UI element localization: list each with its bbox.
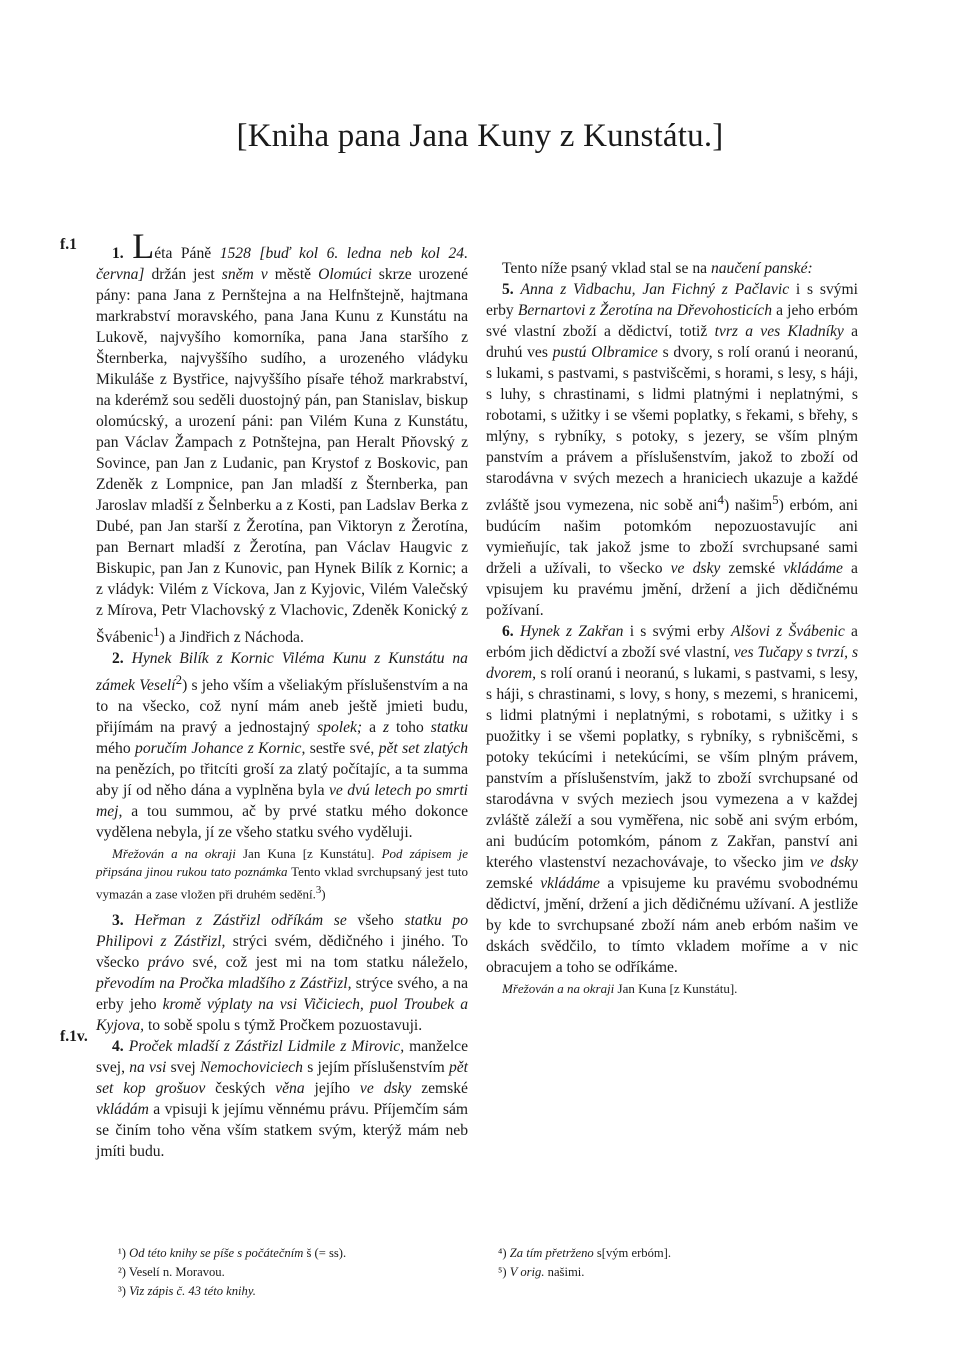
- entry-emph: Olomúci: [318, 266, 372, 283]
- entry-emph: pět set kop grošuov: [96, 1058, 468, 1097]
- entry-emph: statku: [430, 719, 468, 737]
- footnote-2: [118, 1263, 458, 1282]
- entry-emph: spolek;: [317, 719, 363, 737]
- footnote-mark: ²): [118, 1265, 126, 1279]
- entry-6: [486, 621, 858, 978]
- entry-emph: ve dvú letech po smrti mej,: [96, 782, 468, 821]
- entry-4: [96, 1036, 468, 1162]
- entry-emph: sněm v: [221, 266, 268, 283]
- entry-emph: na vsi: [129, 1058, 167, 1076]
- note-emph: Mřežován a na okraji: [112, 846, 236, 862]
- entry-text: mého: [96, 740, 136, 758]
- entry-text: a jeho erbóm své vlastní zboží a dědictví, totiž: [486, 302, 858, 340]
- entry-3: [96, 910, 468, 1036]
- entry-2-note: [96, 845, 468, 903]
- entry-text: i s svými erby: [486, 281, 858, 319]
- page-title: [Kniha pana Jana Kuny z Kunstátu.]: [236, 118, 724, 154]
- note-text: Jan Kuna [z Kunstátu].: [614, 981, 738, 997]
- entry-text: sestře své,: [305, 740, 379, 758]
- entry-2: [96, 648, 468, 843]
- entry-heading: Hynek z Zakřan: [519, 623, 624, 641]
- note-text: Tento vklad svrchupsaný jest tuto vymazán a zase vložen při druhém sedění.: [96, 864, 468, 902]
- entry-text: zemské: [720, 560, 784, 578]
- entry-emph: právo: [147, 953, 185, 971]
- entry-emph: ve dsky: [359, 1079, 412, 1097]
- entry-text: zemské: [411, 1079, 468, 1097]
- entry-6-note: [486, 980, 858, 998]
- entry-text: a erbóm jich dědictví a zboží své vlastní,: [486, 623, 858, 662]
- footnote-mark: ⁴): [498, 1246, 507, 1260]
- footnote-mark: ³): [118, 1284, 126, 1298]
- entry-text: éta Páně: [154, 245, 220, 262]
- entry-emph: ve dsky: [670, 560, 721, 578]
- entry-text: a druhú ves: [486, 323, 858, 361]
- entry-text: to sobě spolu s týmž Pročkem pozuostavuji.: [144, 1016, 423, 1034]
- entry-text: manželce svej,: [96, 1037, 468, 1076]
- entry-text: městě: [267, 266, 319, 283]
- footnote-ref[interactable]: 5: [772, 492, 779, 507]
- entry-text: ) a Jindřich z Náchoda.: [159, 629, 304, 647]
- footnote-5: [498, 1263, 838, 1282]
- entry-heading: Hynek Bilík z Kornic Viléma Kunu z Kunstátu na zámek Veselí: [96, 650, 468, 695]
- entry-1: [96, 226, 469, 648]
- entry-emph: věna: [275, 1079, 305, 1097]
- entry-emph: vkládáme: [783, 560, 843, 578]
- footnote-ref[interactable]: 3: [315, 884, 322, 897]
- entry-emph: převodím na Pročka mladšího z Zástřizl,: [96, 974, 352, 992]
- footnote-mark: ¹): [118, 1246, 126, 1260]
- entry-text: a vpisuji k jejímu věnnému právu. Příjemčím sám se činím toho věna vším statkem svým, kterýž mám neb jmíti budu.: [96, 1100, 468, 1160]
- entry-text: s jejím příslušenstvím: [302, 1058, 449, 1076]
- entry-4-note: [486, 258, 858, 279]
- entry-emph: vkládám: [96, 1100, 149, 1118]
- footnote-ref[interactable]: 2: [175, 672, 183, 688]
- entry-emph: ve dsky: [810, 854, 858, 872]
- entry-date: 1528 [buď kol 6. ledna neb kol 24. června]: [96, 245, 468, 283]
- footnote-text: Veselí n. Moravou.: [128, 1265, 225, 1279]
- footnote-text: š (= ss).: [303, 1246, 347, 1260]
- entry-emph: z: [382, 719, 390, 737]
- footnote-ref[interactable]: 1: [153, 624, 160, 639]
- entry-emph: kromě výplaty na vsi Vičiciech, puol Troubek a Kyjova,: [96, 995, 468, 1034]
- entry-heading: Proček mladší z Zástřizl Lidmile z Mirovic,: [128, 1037, 405, 1055]
- entry-number: 3.: [112, 911, 124, 929]
- footnote-ref[interactable]: 4: [717, 492, 725, 507]
- entry-number: 1.: [112, 245, 124, 262]
- entry-number: 4.: [112, 1037, 124, 1055]
- entry-5: [486, 279, 858, 621]
- entry-number: 5.: [502, 281, 514, 298]
- note-emph: naučení panské:: [710, 260, 813, 277]
- drop-initial: L: [132, 226, 155, 266]
- folio-label-1: f.1: [60, 236, 77, 253]
- entry-text: a vpisujem ku pravému jmění, držení a jich dědičnému požívaní.: [486, 560, 858, 620]
- left-column: [96, 226, 469, 1162]
- entry-text: s rolí oranú i neoranú, s lukami, s pastvami, s lesy, s háji, s chrastinami, s lovy, s hony, s mezemi, s hranicemi, s lidmi platnými i neplatnými, s robotami, s užitky i s puožitky i se všemi poplatky, s rybníky, s rybnišcěmi, s potoky tekúcími i netekúcími, se vším plným právem, panstvím a příslušenstvím, jakž to zboží svrchupsané od starodávna v svých meziech jsou vymezena a v každej zvláště záleží a sou vyměřena, nic sobě ani svým erbóm, ani budúcím potomkóm, pánom z Zakřan, panství ani kterého vlastenství nezachovávaje, to všecko jim: [486, 665, 858, 872]
- footnote-emph: Viz zápis č. 43 této knihy.: [129, 1284, 256, 1298]
- entry-text: a tou summou, ač by prvé statku mého dokonce vydělena nebyla, jí ze všeho statku svého vyděluji.: [96, 803, 468, 842]
- entry-emph: poručím Johance z Kornic,: [135, 740, 306, 758]
- folio-label-1v: f.1v.: [60, 1028, 88, 1045]
- entry-heading: Heřman z Zástřizl odříkám se: [134, 911, 347, 929]
- right-column: [486, 258, 858, 1004]
- footnote-mark: ⁵): [498, 1265, 507, 1279]
- entry-emph: Bernartovi z Žerotína na Dřevohosticích: [517, 302, 772, 319]
- entry-text: českých: [205, 1079, 276, 1097]
- entry-emph: Alšovi z Švábenic: [730, 623, 845, 641]
- entry-text: ) našim: [724, 497, 773, 515]
- entry-text: držán jest: [144, 266, 222, 283]
- footnote-1: [118, 1244, 458, 1263]
- entry-text: skrze urozené pány: pana Jana z Pernštejna a na Helfnštejně, hajtmana markrabství moravského, pana Jana Kunu z Kunstátu na Lukově, najvyšího komorníka, pana Jana staršího z Šternberka, najvyššího sudího, a urozeného vládyku Mikuláše z Bystřice, najvyššího písaře téhož markrabství, na kderémž sou seděli duostojný pán, pan Stanislav, biskup olomúcský, a urození páni: pan Vilém Kuna z Kunstátu, pan Václav Žampach z Potnštejna, pan Heralt Pňovský z Sovince, pan Jan z Ludanic, pan Krystof z Boskovic, pan Zdeněk z Lompnice, pan Jan mladší z Šternberka, pan Jaroslav mladší z Šelnberku a z Kosti, pan Ladslav Berka z Dubé, pan Jan starší z Žerotína, pan Viktoryn z Žerotína, pan Bernart mladší z Žerotína, pan Václav Haugvic z Biskupic, pan Jan z Kunovic, pan Hynek Bilík z Kornic; a z vládyk: Vilém z Víckova, Jan z Kyjovic, Vilém Valečský z Mírova, Petr Vlachovský z Vlachovic, Zdeněk Konický z Švábenic: [96, 266, 469, 647]
- note-text: ): [321, 886, 326, 902]
- entry-emph: pět set zlatých: [378, 740, 469, 758]
- footnote-emph: Od této knihy se píše s počátečním: [129, 1246, 304, 1260]
- entry-text: s dvory, s rolí oranú i neoranú, s lukami, s pastvami, s pastvišcěmi, s horami, s lesy, s háji, s luhy, s chrastinami, s lidmi platnými i neplatnými, s robotami, s užitky i se všemi poplatky, s řekami, s břehy, s mlýny, s rybníky, s potoky, s jezery, se vším plným panstvím a právem a příslušenstvím, jakož to zboží od starodávna v svých mezech a hraniciech ukazuje a každé zvláště jsou vymezena, nic sobě ani: [486, 344, 858, 515]
- entry-emph: ves Tučapy s tvrzí, s dvorem,: [486, 644, 859, 683]
- entry-emph: statku po Philipovi z Zástřizl,: [96, 911, 468, 950]
- entry-text: všeho: [346, 911, 405, 929]
- note-text: Tento níže psaný vklad stal se na: [502, 260, 711, 277]
- footnote-text: našimi.: [544, 1265, 585, 1279]
- entry-text: toho: [389, 719, 431, 737]
- entry-emph: tvrz a ves Kladníky: [714, 323, 844, 340]
- entry-text: své, což jest mi na tom statku náleželo,: [184, 953, 469, 971]
- entry-text: strýci svém, dědičného i jiného. To všecko: [96, 932, 468, 971]
- entry-text: ) erbóm, ani budúcím našim potomkóm nepozuostavujíc ani vymieňujíc, tak jakož jsme to zboží svrchupsané sami drželi a užívali, to všecko: [486, 497, 859, 578]
- entry-text: a vpisujeme ku pravému svobodnému dědictví, jmění, držení a jich dědičnému užívaní. A jestliže by kde to svrchupsané zboží nám aneb erbóm našim ve dskách svědčilo, to tímto vkladem moříme a v nic obracujem a toho se odříkáme.: [486, 875, 858, 977]
- footnote-3: [118, 1282, 458, 1301]
- entry-text: zemské: [486, 875, 541, 893]
- entry-emph: vkládáme: [540, 875, 600, 893]
- entry-text: na penězích, po třitcíti groší za zlatý počítajíc, a ta summa aby jí od něho dána a vyplněna byla: [96, 761, 468, 800]
- entry-text: svej: [166, 1058, 200, 1076]
- entry-heading: Anna z Vidbachu, Jan Fichný z Pačlavic: [520, 281, 790, 298]
- entry-emph: pustú Olbramice: [552, 344, 658, 361]
- entry-text: strýce svého, a na erby jeho: [96, 974, 468, 1013]
- note-emph: Mřežován a na okraji: [502, 981, 615, 997]
- entry-text: jejího: [304, 1079, 360, 1097]
- entry-emph: Nemochoviciech: [199, 1058, 303, 1076]
- note-emph: Pod zápisem je připsána jinou rukou tato poznámka: [96, 846, 468, 880]
- footnote-emph: V orig.: [509, 1265, 545, 1279]
- footnote-text: s[vým erbóm].: [593, 1246, 672, 1260]
- entry-number: 6.: [502, 623, 514, 641]
- footnotes-right: [498, 1244, 838, 1282]
- footnote-emph: Za tím přetrženo: [509, 1246, 594, 1260]
- note-text: Jan Kuna [z Kunstátu].: [235, 846, 382, 862]
- entry-number: 2.: [112, 650, 124, 668]
- entry-text: i s svými erby: [623, 623, 731, 641]
- entry-text: ) s jeho vším a všeliakým příslušenstvím a na to na všecko, což nyní mám aneb ještě jmieti budu, přijímám na pravý a jednostajný: [96, 677, 468, 737]
- footnotes-left: [118, 1244, 458, 1301]
- entry-text: a: [362, 719, 383, 737]
- footnote-4: [498, 1244, 838, 1263]
